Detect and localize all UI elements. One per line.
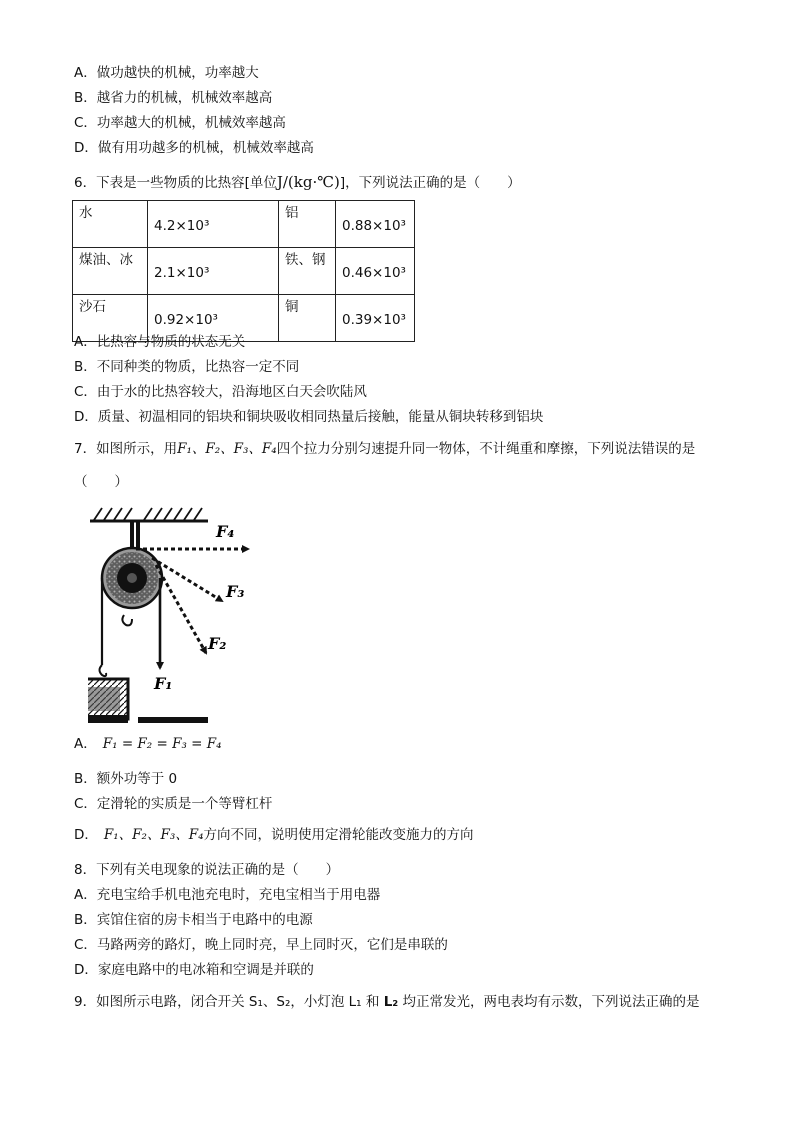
q9-stem-d: 均正常发光，两电表均有示数，下列说法正确的是 bbox=[398, 994, 700, 1010]
table-cell: 煤油、冰 bbox=[73, 248, 148, 295]
label-f4: F₄ bbox=[216, 522, 235, 541]
q6-option-c: C．由于水的比热容较大，沿海地区白天会吹陆风 bbox=[74, 384, 367, 400]
q5-option-a: A．做功越快的机械，功率越大 bbox=[74, 65, 259, 81]
table-cell: 沙石 bbox=[73, 295, 148, 342]
q7-forces: F₁、F₂、F₃、F₄ bbox=[177, 441, 277, 457]
q9-stem bbox=[74, 996, 700, 1010]
q7-option-d-prefix: D． bbox=[74, 827, 98, 843]
pulley-figure bbox=[88, 505, 273, 723]
q6-unit: J/(kg·℃) bbox=[276, 173, 340, 191]
q8-option-a: A．充电宝给手机电池充电时，充电宝相当于用电器 bbox=[74, 887, 381, 903]
specific-heat-table bbox=[72, 200, 415, 342]
q7-stem-paren: （ ） bbox=[74, 474, 128, 490]
q9-stem-c: 和 bbox=[361, 994, 384, 1010]
q8-stem: 8．下列有关电现象的说法正确的是（ ） bbox=[74, 862, 340, 878]
table-cell: 铁、钢 bbox=[279, 248, 336, 295]
q5-option-b: B．越省力的机械，机械效率越高 bbox=[74, 90, 273, 106]
q7-option-d-forces: F₁、F₂、F₃、F₄ bbox=[103, 827, 204, 843]
q7-option-b: B．额外功等于 0 bbox=[74, 771, 178, 787]
force-f2-arrow bbox=[156, 565, 206, 653]
table-row bbox=[73, 201, 415, 248]
table-cell: 2.1×10³ bbox=[148, 248, 279, 295]
table-row bbox=[73, 248, 415, 295]
q7-option-d-suffix: 方向不同，说明使用定滑轮能改变施力的方向 bbox=[203, 827, 474, 843]
q7-stem bbox=[74, 443, 695, 457]
q7-option-a-formula: F₁ = F₂ = F₃ = F₄ bbox=[102, 736, 222, 752]
q6-stem bbox=[74, 175, 521, 191]
q7-option-c: C．定滑轮的实质是一个等臂杠杆 bbox=[74, 796, 273, 812]
q9-stem-b: ，小灯泡 bbox=[290, 994, 349, 1010]
table-cell: 0.88×10³ bbox=[336, 201, 415, 248]
table-cell: 铜 bbox=[279, 295, 336, 342]
label-f1: F₁ bbox=[154, 674, 173, 693]
label-f2: F₂ bbox=[208, 634, 227, 653]
q6-option-b: B．不同种类的物质，比热容一定不同 bbox=[74, 359, 300, 375]
q7-option-a bbox=[74, 738, 222, 752]
q6-stem-after: ]，下列说法正确的是（ ） bbox=[339, 175, 521, 191]
q8-option-c: C．马路两旁的路灯，晚上同时亮，早上同时灭，它们是串联的 bbox=[74, 937, 448, 953]
q7-option-a-prefix: A． bbox=[74, 736, 97, 752]
q9-switches: S₁、S₂ bbox=[248, 994, 291, 1010]
label-f3: F₃ bbox=[226, 582, 245, 601]
table-cell: 0.46×10³ bbox=[336, 248, 415, 295]
q8-option-d: D．家庭电路中的电冰箱和空调是并联的 bbox=[74, 962, 314, 978]
ceiling-support bbox=[90, 508, 208, 521]
q9-stem-a: 9．如图所示电路，闭合开关 bbox=[74, 994, 249, 1010]
q9-lamp1: L₁ bbox=[348, 994, 362, 1010]
q5-option-c: C．功率越大的机械，机械效率越高 bbox=[74, 115, 286, 131]
q6-stem-before: 6．下表是一些物质的比热容[单位 bbox=[74, 175, 277, 191]
table-cell: 4.2×10³ bbox=[148, 201, 279, 248]
table-cell: 0.39×10³ bbox=[336, 295, 415, 342]
q6-option-d: D．质量、初温相同的铝块和铜块吸收相同热量后接触，能量从铜块转移到铝块 bbox=[74, 409, 544, 425]
q9-lamp2: L₂ bbox=[383, 994, 399, 1010]
q7-option-d bbox=[74, 829, 474, 843]
q8-option-b: B．宾馆住宿的房卡相当于电路中的电源 bbox=[74, 912, 313, 928]
q6-option-a: A．比热容与物质的状态无关 bbox=[74, 334, 246, 350]
table-cell: 水 bbox=[73, 201, 148, 248]
table-cell: 铝 bbox=[279, 201, 336, 248]
weight-hook bbox=[100, 665, 107, 676]
table-cell: 0.92×10³ bbox=[148, 295, 279, 342]
q5-option-d: D．做有用功越多的机械，机械效率越高 bbox=[74, 140, 314, 156]
q7-stem-a: 7．如图所示，用 bbox=[74, 441, 178, 457]
q7-stem-b: 四个拉力分别匀速提升同一物体，不计绳重和摩擦，下列说法错误的是 bbox=[276, 441, 696, 457]
